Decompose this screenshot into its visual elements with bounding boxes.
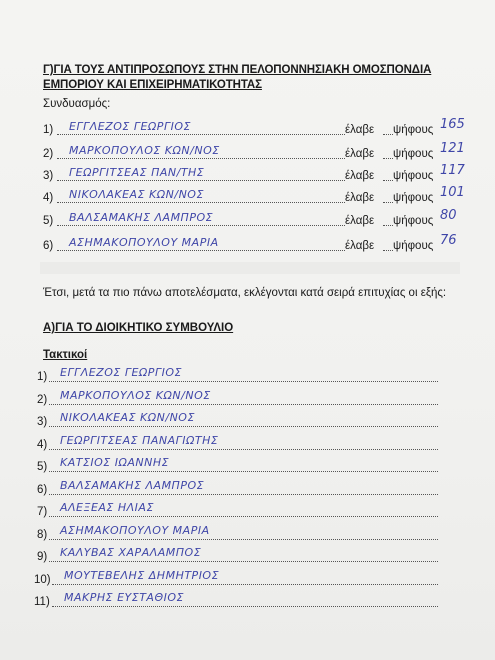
member-row bbox=[34, 434, 444, 454]
dotted-line bbox=[383, 134, 393, 135]
row-number: 2) bbox=[43, 148, 54, 160]
row-number: 9) bbox=[37, 551, 48, 563]
dotted-line bbox=[383, 250, 393, 251]
candidate-name: ΝΙΚΟΛΑΚΕΑΣ ΚΩΝ/ΝΟΣ bbox=[69, 188, 204, 201]
dotted-line bbox=[49, 561, 438, 562]
member-row bbox=[34, 569, 444, 589]
taktikoi-label: Τακτικοί bbox=[43, 349, 88, 361]
dotted-line bbox=[57, 250, 345, 251]
member-name: ΓΕΩΡΓΙΤΣΕΑΣ ΠΑΝΑΓΙΩΤΗΣ bbox=[60, 433, 219, 447]
dotted-line bbox=[57, 134, 345, 135]
member-row bbox=[34, 501, 444, 521]
member-name: ΜΟΥΤΕΒΕΛΗΣ ΔΗΜΗΤΡΙΟΣ bbox=[64, 568, 220, 582]
member-name: ΚΑΛΥΒΑΣ ΧΑΡΑΛΑΜΠΟΣ bbox=[60, 546, 202, 559]
dotted-line bbox=[383, 180, 393, 181]
dotted-line bbox=[383, 202, 393, 203]
member-row bbox=[34, 524, 444, 544]
member-name: ΕΓΓΛΕΖΟΣ ΓΕΩΡΓΙΟΣ bbox=[60, 366, 182, 379]
psifous-label: ψήφους bbox=[393, 240, 434, 252]
psifous-label: ψήφους bbox=[393, 215, 434, 227]
dotted-line bbox=[49, 404, 438, 405]
member-name: ΝΙΚΟΛΑΚΕΑΣ ΚΩΝ/ΝΟΣ bbox=[60, 411, 195, 424]
member-row bbox=[34, 591, 444, 611]
faint-background-text bbox=[40, 262, 460, 274]
row-number: 3) bbox=[43, 170, 54, 182]
dotted-line bbox=[57, 180, 345, 181]
section-heading: Γ)ΓΙΑ ΤΟΥΣ ΑΝΤΙΠΡΟΣΩΠΟΥΣ ΣΤΗΝ ΠΕΛΟΠΟΝΝΗΣΙΑΚΗ ΟΜΟΣΠΟΝΔΙΑ ΕΜΠΟΡΙΟΥ ΚΑΙ ΕΠΙΧΕΙΡΗΜΑΤΙΚΟΤΗΤΑΣ bbox=[43, 64, 432, 91]
dotted-line bbox=[49, 449, 438, 450]
elabe-label: έλαβε bbox=[345, 192, 375, 204]
row-number: 11) bbox=[34, 596, 50, 608]
member-row bbox=[34, 389, 444, 409]
candidate-row bbox=[43, 141, 465, 164]
dotted-line bbox=[49, 471, 438, 472]
row-number: 2) bbox=[37, 393, 48, 406]
candidate-name: ΕΓΓΛΕΖΟΣ ΓΕΩΡΓΙΟΣ bbox=[69, 120, 191, 133]
member-name: ΚΑΤΣΙΟΣ ΙΩΑΝΝΗΣ bbox=[60, 456, 170, 469]
vote-count: 76 bbox=[440, 233, 457, 248]
psifous-label: ψήφους bbox=[393, 170, 434, 182]
dotted-line bbox=[57, 225, 345, 226]
dotted-line bbox=[49, 539, 438, 540]
row-number: 1) bbox=[43, 124, 54, 136]
candidate-row bbox=[43, 117, 465, 140]
member-name: ΒΑΛΣΑΜΑΚΗΣ ΛΑΜΠΡΟΣ bbox=[60, 478, 205, 492]
row-number: 5) bbox=[43, 215, 54, 227]
row-number: 8) bbox=[37, 528, 48, 541]
vote-count: 101 bbox=[440, 185, 465, 200]
candidate-row bbox=[43, 185, 465, 208]
dotted-line bbox=[383, 225, 393, 226]
vote-count: 80 bbox=[440, 208, 457, 223]
candidate-row bbox=[43, 163, 465, 186]
vote-count: 121 bbox=[440, 141, 465, 156]
row-number: 4) bbox=[43, 192, 54, 204]
dotted-line bbox=[57, 158, 345, 159]
dotted-line bbox=[52, 606, 438, 607]
row-number: 6) bbox=[43, 240, 54, 252]
candidate-name: ΑΣΗΜΑΚΟΠΟΥΛΟΥ ΜΑΡΙΑ bbox=[69, 236, 219, 249]
member-row bbox=[34, 366, 444, 386]
psifous-label: ψήφους bbox=[393, 148, 434, 160]
subheading: Συνδυασμός: bbox=[43, 98, 111, 110]
results-paragraph: Έτσι, μετά τα πιο πάνω αποτελέσματα, εκλέγονται κατά σειρά επιτυχίας οι εξής: bbox=[43, 287, 447, 299]
row-number: 3) bbox=[37, 416, 48, 428]
dotted-line bbox=[49, 381, 438, 382]
elabe-label: έλαβε bbox=[345, 215, 375, 227]
dotted-line bbox=[57, 202, 345, 203]
member-row bbox=[34, 411, 444, 431]
member-row bbox=[34, 479, 444, 499]
candidate-row bbox=[43, 208, 463, 231]
dotted-line bbox=[52, 584, 438, 585]
board-section-title: Α)ΓΙΑ ΤΟ ΔΙΟΙΚΗΤΙΚΟ ΣΥΜΒΟΥΛΙΟ bbox=[43, 322, 234, 334]
member-name: ΜΑΡΚΟΠΟΥΛΟΣ ΚΩΝ/ΝΟΣ bbox=[60, 388, 211, 402]
member-name: ΑΣΗΜΑΚΟΠΟΥΛΟΥ ΜΑΡΙΑ bbox=[60, 523, 210, 537]
member-name: ΑΛΕΞΕΑΣ ΗΛΙΑΣ bbox=[60, 501, 154, 514]
elabe-label: έλαβε bbox=[345, 170, 375, 182]
elabe-label: έλαβε bbox=[345, 240, 375, 252]
dotted-line bbox=[383, 158, 393, 159]
dotted-line bbox=[49, 494, 438, 495]
member-row bbox=[34, 456, 444, 476]
vote-count: 117 bbox=[440, 163, 465, 178]
member-row bbox=[34, 546, 444, 566]
row-number: 10) bbox=[34, 573, 51, 586]
row-number: 6) bbox=[37, 483, 48, 496]
elabe-label: έλαβε bbox=[345, 124, 375, 136]
psifous-label: ψήφους bbox=[393, 124, 434, 136]
vote-count: 165 bbox=[440, 117, 465, 132]
candidate-name: ΓΕΩΡΓΙΤΣΕΑΣ ΠΑΝ/ΤΗΣ bbox=[69, 166, 205, 179]
candidate-name: ΒΑΛΣΑΜΑΚΗΣ ΛΑΜΠΡΟΣ bbox=[69, 211, 214, 224]
row-number: 1) bbox=[37, 371, 48, 383]
row-number: 4) bbox=[37, 438, 48, 451]
candidate-name: ΜΑΡΚΟΠΟΥΛΟΣ ΚΩΝ/ΝΟΣ bbox=[69, 144, 220, 157]
dotted-line bbox=[49, 426, 438, 427]
row-number: 5) bbox=[37, 461, 48, 473]
elabe-label: έλαβε bbox=[345, 148, 375, 160]
dotted-line bbox=[49, 516, 438, 517]
psifous-label: ψήφους bbox=[393, 192, 434, 204]
member-name: ΜΑΚΡΗΣ ΕΥΣΤΑΘΙΟΣ bbox=[64, 591, 184, 604]
row-number: 7) bbox=[37, 506, 48, 518]
candidate-row bbox=[43, 233, 463, 256]
